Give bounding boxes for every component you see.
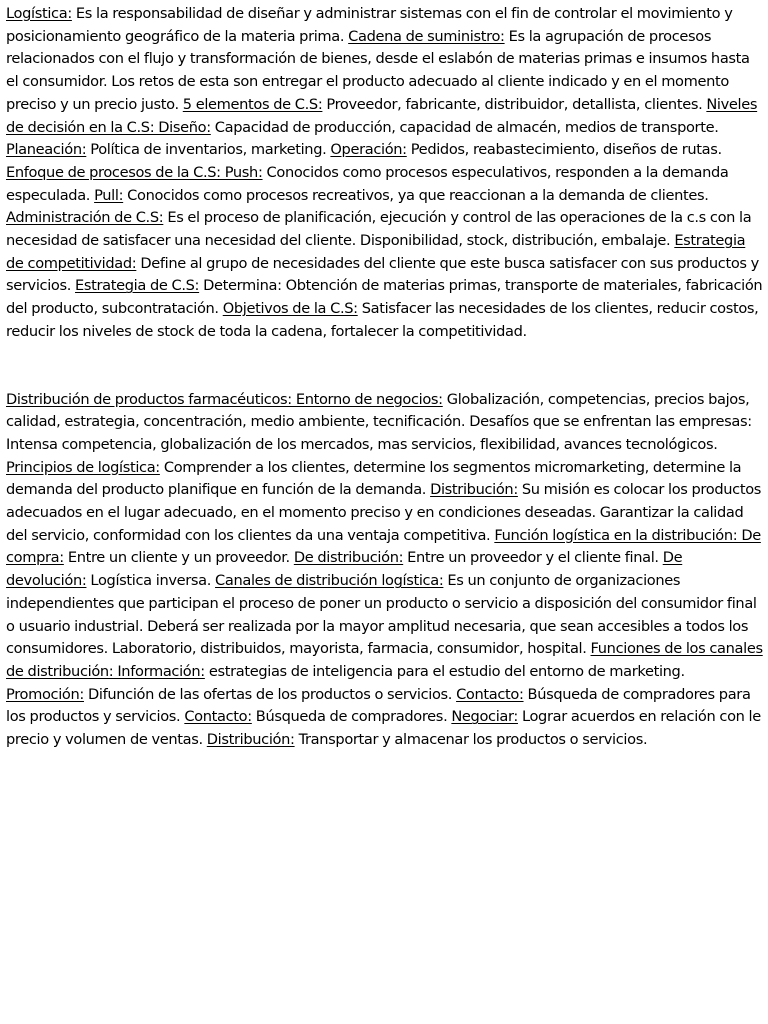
body-text: Búsqueda de compradores para los productos y servicios. (6, 685, 751, 726)
term-heading: De devolución: (6, 549, 683, 590)
body-text: Pedidos, reabastecimiento, diseños de rutas. (406, 141, 722, 159)
body-text: Es la agrupación de procesos relacionados con el flujo y transformación de bienes, desde el eslabón de materias primas e insumos hasta el consumidor. Los retos de esta son entregar el producto adecuado al cliente indicado y en el momento preciso y un precio justo. (6, 27, 750, 113)
term-heading: 5 elementos de C.S: (182, 95, 323, 113)
term-heading: Pull: (94, 186, 124, 204)
term-heading: Promoción: (6, 685, 84, 703)
term-heading: Administración de C.S: (6, 209, 164, 227)
term-heading: Estrategia de competitividad: (6, 232, 746, 272)
body-text: Entre un cliente y un proveedor. (63, 549, 294, 567)
body-text: Satisfacer las necesidades de los clientes, reducir costos, reducir los niveles de stock de toda la cadena, fortalecer la competitividad. (6, 300, 759, 340)
paragraph-pharma-distribution (6, 389, 763, 752)
term-heading: Cadena de suministro: (348, 27, 505, 45)
body-text: Es el proceso de planificación, ejecución y control de las operaciones de la c.s con la necesidad de satisfacer una necesidad del cliente. Disponibilidad, stock, distribución, embalaje. (6, 209, 752, 250)
body-text: Entre un proveedor y el cliente final. (403, 549, 663, 567)
term-heading: Enfoque de procesos de la C.S: Push: (6, 163, 263, 181)
term-heading: Objetivos de la C.S: (222, 300, 358, 318)
body-text: Proveedor, fabricante, distribuidor, detallista, clientes. (322, 95, 707, 113)
body-text: Búsqueda de compradores. (251, 708, 452, 726)
body-text: Comprender a los clientes, determine los segmentos micromarketing, determine la demanda del producto planifique en función de la demanda. (6, 458, 742, 499)
term-heading: Distribución: (206, 731, 295, 749)
term-heading: Estrategia de C.S: (75, 277, 200, 295)
term-heading: Operación: (330, 141, 407, 159)
term-heading: Negociar: (451, 708, 518, 726)
term-heading: Funciones de los canales de distribución: Información: (6, 640, 763, 680)
term-heading: Función logística en la distribución: De compra: (6, 526, 761, 567)
body-text: Logística inversa. (86, 572, 216, 590)
body-text: Capacidad de producción, capacidad de almacén, medios de transporte. (210, 118, 719, 136)
paragraph-supply-chain (6, 3, 763, 344)
body-text: Determina: Obtención de materias primas, transporte de materiales, fabricación del producto, subcontratación. (6, 277, 763, 318)
term-heading: Contacto: (184, 708, 252, 726)
body-text: Globalización, competencias, precios bajos, calidad, estrategia, concentración, medio ambiente, tecnificación. Desafíos que se enfrentan las empresas: Intensa competencia, globalización de los mercados, mas servicios, flexibilidad, avances tecnológicos. (6, 390, 752, 453)
body-text: Conocidos como procesos recreativos, ya que reaccionan a la demanda de clientes. (123, 186, 709, 204)
body-text: Transportar y almacenar los productos o servicios. (294, 731, 648, 749)
body-text: Es la responsabilidad de diseñar y administrar sistemas con el fin de controlar el movimiento y posicionamiento geográfico de la materia prima. (6, 5, 733, 45)
body-text: Es un conjunto de organizaciones independientes que participan el proceso de poner un producto o servicio a disposición del consumidor final o usuario industrial. Deberá ser realizada por la mayor amplitud necesaria, que sean accesibles a todos los consumidores. Laboratorio, distribuidos, mayorista, farmacia, consumidor, hospital. (6, 572, 757, 658)
body-text: Define al grupo de necesidades del cliente que este busca satisfacer con sus productos y servicios. (6, 254, 759, 295)
body-text: Difunción de las ofertas de los productos o servicios. (83, 685, 457, 703)
body-text: estrategias de inteligencia para el estudio del entorno de marketing. (204, 662, 685, 680)
term-heading: Principios de logística: (6, 458, 160, 476)
term-heading: Logística: (6, 5, 72, 22)
body-text: Política de inventarios, marketing. (86, 141, 331, 159)
term-heading: Planeación: (6, 141, 87, 159)
body-text: Conocidos como procesos especulativos, responden a la demanda especulada. (6, 163, 729, 204)
term-heading: Canales de distribución logística: (215, 572, 444, 590)
body-text: Lograr acuerdos en relación con le precio y volumen de ventas. (6, 708, 761, 749)
term-heading: Distribución de productos farmacéuticos: Entorno de negocios: (6, 390, 443, 408)
term-heading: Distribución: (430, 481, 518, 499)
term-heading: Niveles de decisión en la C.S: Diseño: (6, 95, 758, 136)
term-heading: Contacto: (456, 685, 524, 703)
body-text: Su misión es colocar los productos adecuados en el lugar adecuado, en el momento preciso y en condiciones deseadas. Garantizar la calidad del servicio, conformidad con los clientes da una ventaja competitiva. (6, 481, 762, 544)
term-heading: De distribución: (293, 549, 404, 567)
